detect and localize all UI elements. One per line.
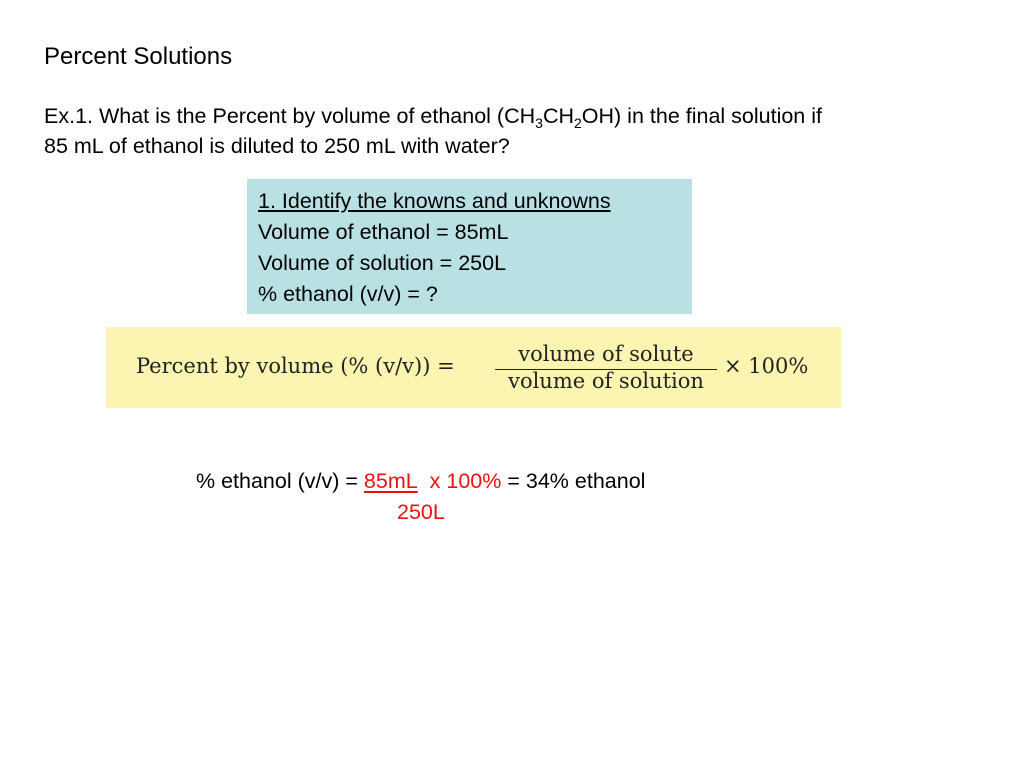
calculation-denominator: 250L: [397, 500, 445, 524]
formula-multiplier: × 100%: [724, 354, 809, 378]
question-text: [44, 101, 1004, 161]
knowns-heading: 1. Identify the knowns and unknowns: [258, 189, 611, 213]
knowns-box: [247, 179, 692, 314]
question-line-1-part-a: Ex.1. What is the Percent by volume of ethanol (CH: [44, 104, 536, 128]
formula-denominator: volume of solution: [508, 369, 704, 393]
question-line-1-part-c: OH) in the final solution if: [581, 104, 822, 128]
slide-title: Percent Solutions: [44, 43, 233, 70]
calculation-multiplier: x 100%: [429, 469, 502, 493]
known-volume-solution: Volume of solution = 250L: [258, 251, 507, 275]
question-line-2: 85 mL of ethanol is diluted to 250 mL with water?: [44, 134, 510, 158]
calculation-numerator: 85mL: [363, 469, 418, 493]
question-line-1: [44, 101, 1004, 131]
subscript-3: 3: [535, 115, 543, 131]
subscript-2: 2: [574, 115, 582, 131]
formula-lhs: Percent by volume (% (v/v)) =: [136, 354, 455, 378]
formula-numerator: volume of solute: [518, 342, 694, 366]
calculation-prefix: % ethanol (v/v) =: [196, 469, 358, 493]
known-volume-ethanol: Volume of ethanol = 85mL: [258, 220, 509, 244]
formula-box: [106, 327, 841, 408]
calculation-line: [196, 466, 645, 496]
question-line-1-part-b: CH: [542, 104, 574, 128]
calculation-result: = 34% ethanol: [507, 469, 646, 493]
unknown-percent-ethanol: % ethanol (v/v) = ?: [258, 282, 438, 306]
